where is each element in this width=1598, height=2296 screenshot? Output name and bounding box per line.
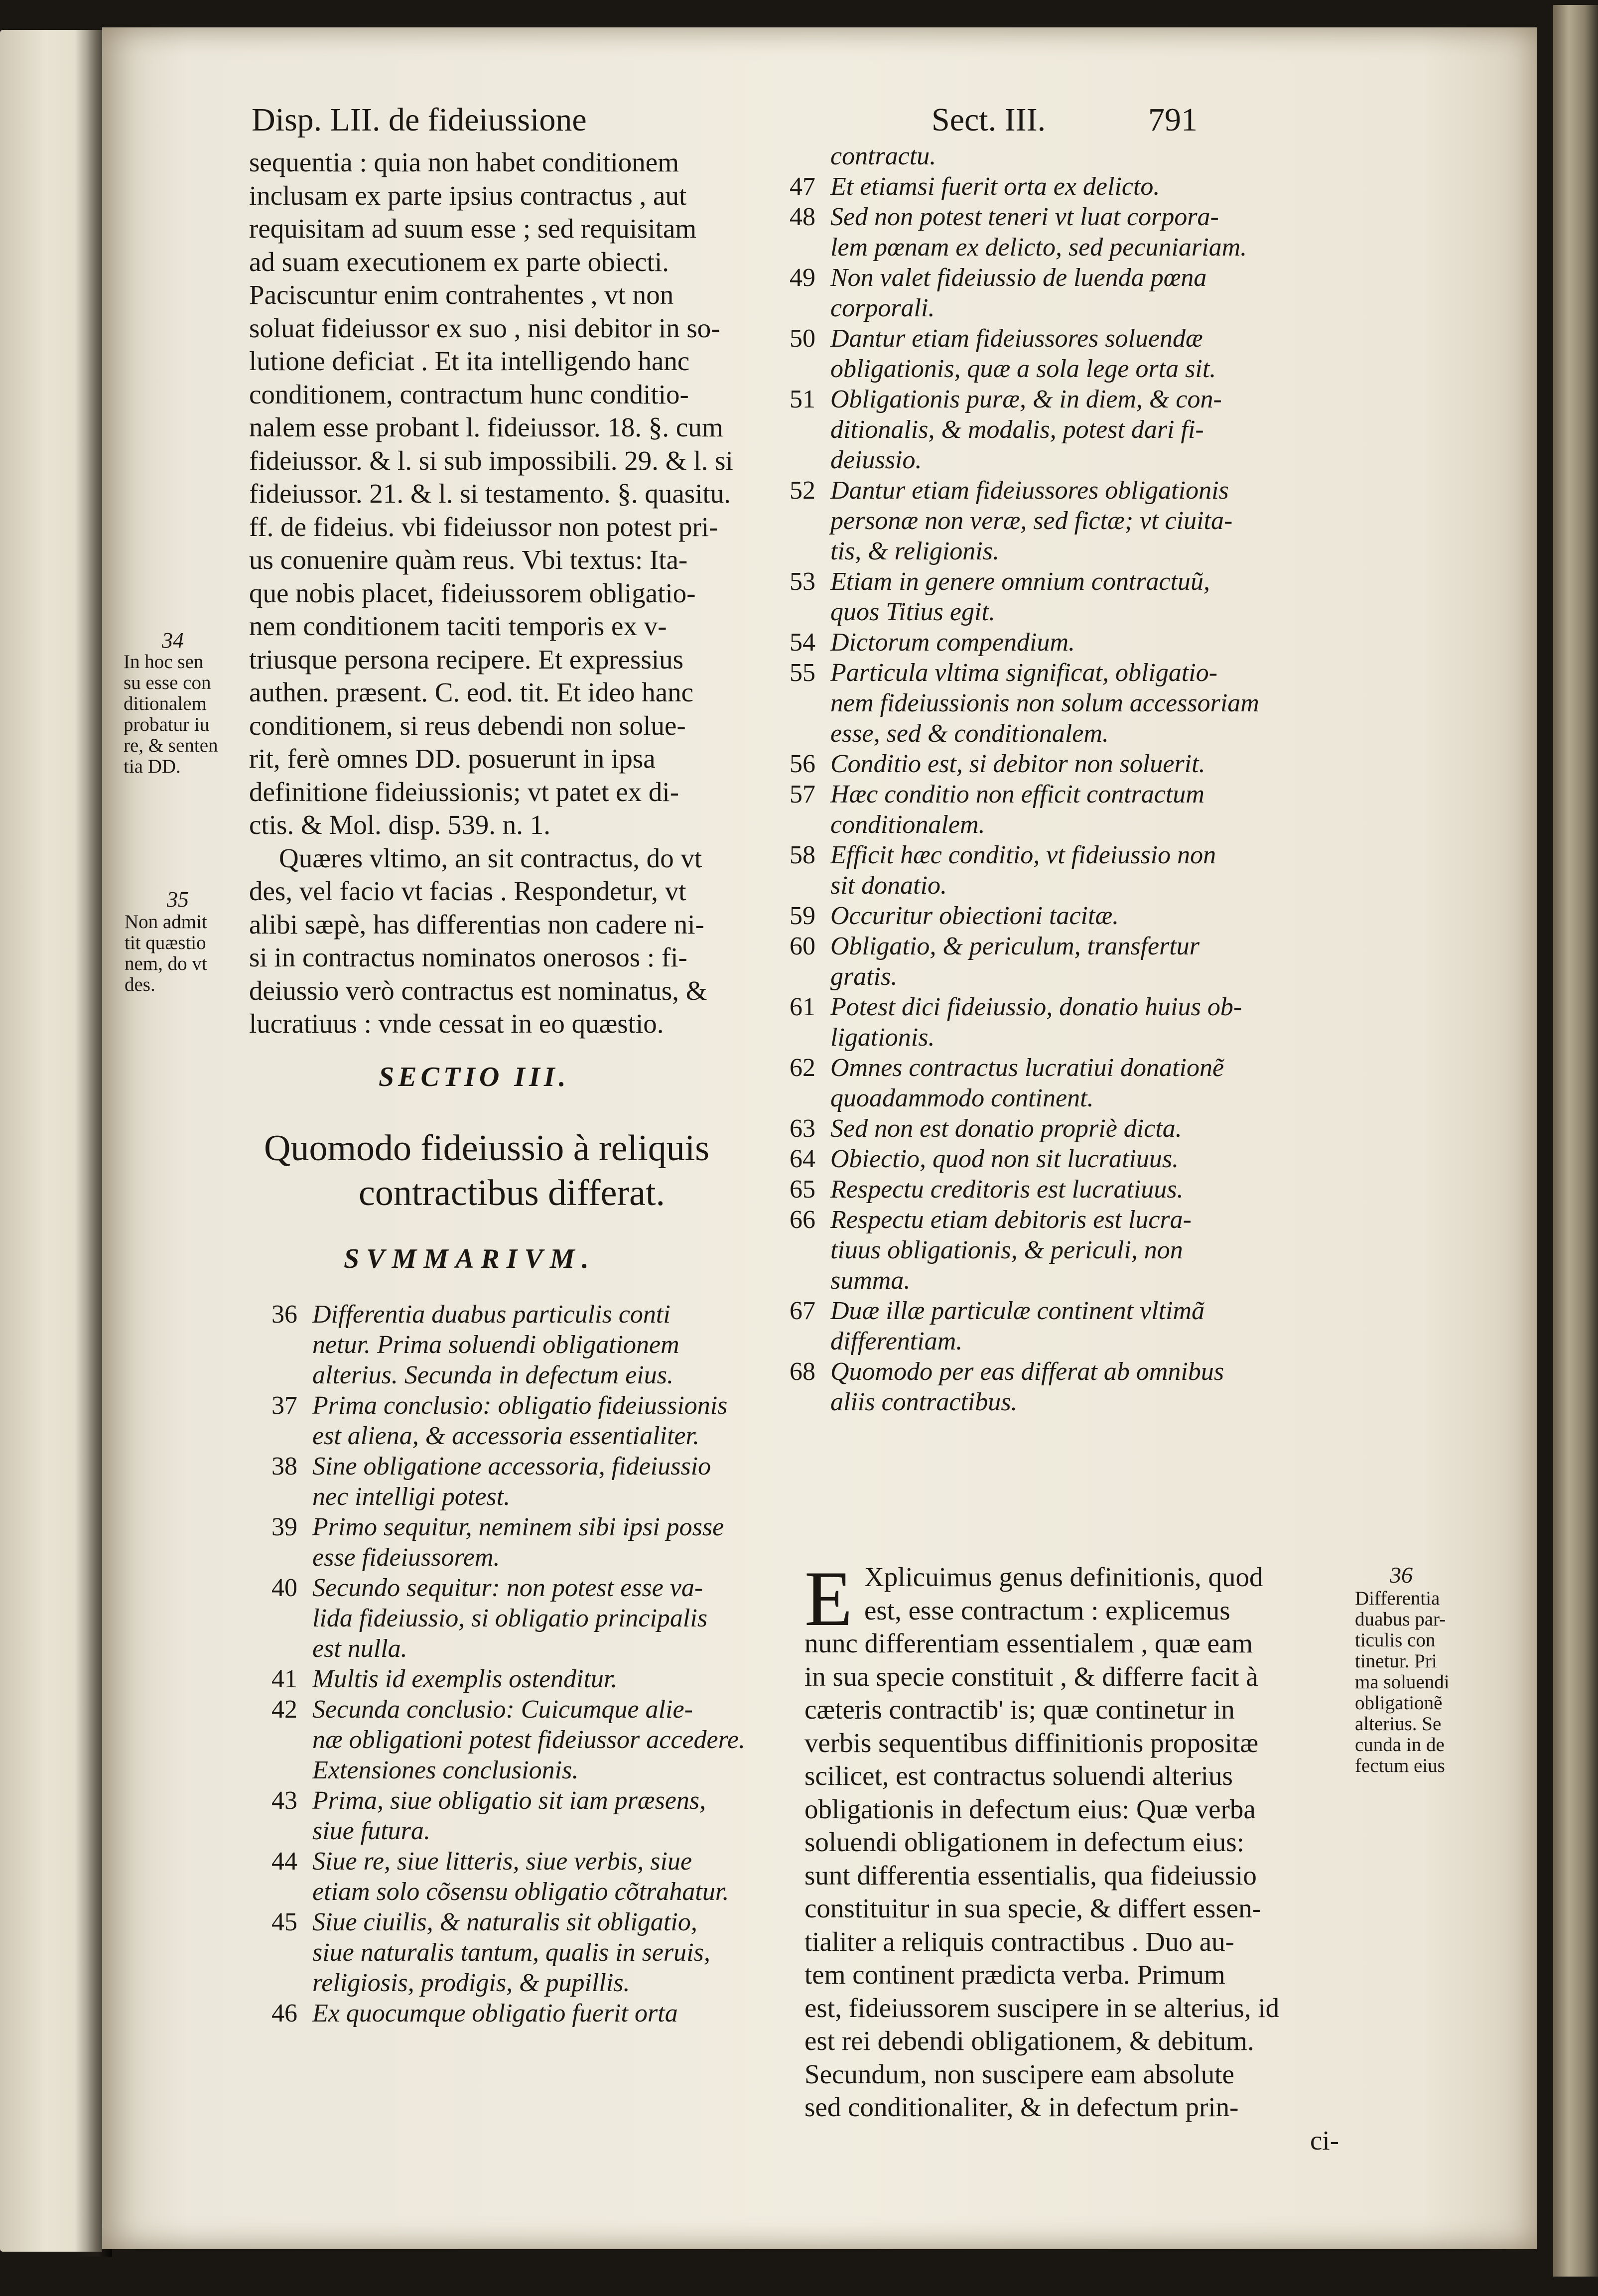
summarium-number: 42 [271, 1695, 297, 1724]
summarium-line: tis, & religionis. [830, 537, 999, 565]
summarium-line: ditionalis, & modalis, potest dari fi- [830, 415, 1204, 444]
summarium-text: Obiectio, quod non sit lucratiuus. [830, 1145, 1179, 1173]
left-column-line: fideiussor. & l. si sub impossibili. 29. & l. si [249, 445, 733, 476]
summarium-number: 55 [790, 659, 815, 687]
body-line: tialiter a reliquis contractibus . Duo au- [804, 1926, 1234, 1957]
summarium-number: 45 [271, 1908, 297, 1936]
summarium-line [790, 1145, 1179, 1174]
summarium-line [790, 932, 1199, 961]
summarium-number: 54 [790, 628, 815, 657]
body-line: Secundum, non suscipere eam absolute [804, 2058, 1234, 2089]
left-column-line: si in contractus nominatos onerosos : fi- [249, 942, 687, 972]
summarium-line [271, 1452, 711, 1481]
summarium-line [790, 841, 1216, 870]
left-column-line: lucratiuus : vnde cessat in eo quæstio. [249, 1008, 664, 1039]
book-page-edges [1553, 5, 1598, 2277]
body-line: in sua specie constituit , & differre facit à [804, 1661, 1258, 1692]
summarium-text: Secundo sequitur: non potest esse va- [312, 1574, 703, 1602]
summarium-text: Conditio est, si debitor non soluerit. [830, 750, 1205, 778]
summarium-number: 48 [790, 203, 815, 231]
summarium-number: 39 [271, 1513, 297, 1541]
summarium-text: Particula vltima significat, obligatio- [830, 659, 1218, 687]
summarium-text: Siue re, siue litteris, siue verbis, siue [312, 1847, 692, 1876]
summarium-line [271, 1908, 697, 1937]
body-line: verbis sequentibus diffinitionis propositæ [804, 1727, 1259, 1758]
left-column-line: des, vel facio vt facias . Respondetur, vt [249, 876, 686, 906]
book-page [102, 27, 1537, 2249]
summarium-line: siue naturalis tantum, qualis in seruis, [312, 1938, 710, 1967]
summarium-line: ligationis. [830, 1023, 935, 1052]
left-column-line: definitione fideiussionis; vt patet ex di- [249, 776, 679, 807]
summarium-number: 40 [271, 1574, 297, 1602]
summarium-number: 49 [790, 264, 815, 292]
summarium-line: tiuus obligationis, & periculi, non [830, 1236, 1183, 1264]
section-title-line-2: contractibus differat. [359, 1173, 666, 1214]
left-column-line: fideiussor. 21. & l. si testamento. §. quasitu. [249, 478, 731, 509]
summarium-number: 59 [790, 902, 815, 930]
summarium-line [790, 1357, 1224, 1386]
summarium-number: 57 [790, 780, 815, 809]
body-line: est, fideiussorem suscipere in se alterius, id [804, 1992, 1280, 2023]
body-line: est rei debendi obligationem, & debitum. [804, 2026, 1254, 2056]
summarium-text: Quomodo per eas differat ab omnibus [830, 1357, 1224, 1386]
summarium-number: 36 [271, 1300, 297, 1329]
left-column-line: ctis. & Mol. disp. 539. n. 1. [249, 810, 551, 840]
summarium-number: 41 [271, 1665, 297, 1693]
summarium-line [790, 902, 1119, 931]
body-line: tem continent prædicta verba. Primum [804, 1959, 1225, 1990]
body-line: scilicet, est contractus soluendi alterius [804, 1760, 1233, 1791]
summarium-text: Siue ciuilis, & naturalis sit obligatio, [312, 1908, 697, 1936]
drop-cap: E [804, 1555, 853, 1642]
summarium-line: etiam solo cõsensu obligatio cõtrahatur. [312, 1878, 729, 1906]
summarium-heading: SVMMARIVM. [344, 1243, 596, 1274]
summarium-line [790, 1054, 1224, 1082]
summarium-number: 50 [790, 324, 815, 353]
summarium-line [790, 993, 1242, 1022]
left-column-line: sequentia : quia non habet conditionem [249, 147, 679, 177]
summarium-text: Etiam in genere omnium contractuũ, [830, 567, 1210, 596]
margin-note-34-number: 34 [162, 628, 184, 653]
left-column-line: nalem esse probant l. fideiussor. 18. §. cum [249, 412, 723, 442]
summarium-text: Occuritur obiectioni tacitæ. [830, 902, 1119, 930]
summarium-text: Sed non potest teneri vt luat corpora- [830, 203, 1219, 231]
summarium-line: netur. Prima soluendi obligationem [312, 1331, 679, 1359]
summarium-line [790, 567, 1210, 596]
summarium-text: Prima, siue obligatio sit iam præsens, [312, 1786, 706, 1815]
summarium-line [790, 1206, 1192, 1234]
summarium-line [790, 203, 1219, 232]
summarium-line: lida fideiussio, si obligatio principalis [312, 1604, 708, 1632]
summarium-number: 68 [790, 1357, 815, 1386]
summarium-line: obligationis, quæ a sola lege orta sit. [830, 355, 1216, 383]
summarium-number: 46 [271, 1999, 297, 2027]
summarium-line: nem fideiussionis non solum accessoriam [830, 689, 1259, 717]
summarium-line [790, 385, 1222, 414]
left-column-line: triusque persona recipere. Et expressius [249, 644, 684, 675]
summarium-number: 58 [790, 841, 815, 869]
summarium-number: 56 [790, 750, 815, 778]
summarium-text: Et etiamsi fuerit orta ex delicto. [830, 172, 1160, 201]
summarium-line [790, 750, 1205, 779]
summarium-text: Sed non est donatio propriè dicta. [830, 1114, 1182, 1143]
summarium-text: Potest dici fideiussio, donatio huius ob- [830, 993, 1242, 1021]
summarium-line: est aliena, & accessoria essentialiter. [312, 1422, 700, 1450]
summarium-text: Obligationis puræ, & in diem, & con- [830, 385, 1222, 413]
body-line: sed conditionaliter, & in defectum prin- [804, 2092, 1239, 2122]
body-line: soluendi obligationem in defectum eius: [804, 1827, 1244, 1857]
summarium-line: sit donatio. [830, 871, 947, 900]
summarium-line: esse, sed & conditionalem. [830, 719, 1109, 748]
left-column-line: que nobis placet, fideiussorem obligatio- [249, 577, 696, 608]
summarium-line: personæ non veræ, sed fictæ; vt ciuita- [830, 507, 1233, 535]
summarium-text: Dictorum compendium. [830, 628, 1075, 657]
summarium-number: 52 [790, 476, 815, 505]
left-column-line: requisitam ad suum esse ; sed requisitam [249, 213, 697, 244]
summarium-line: quos Titius egit. [830, 598, 995, 626]
margin-note-36: Differentia duabus par- ticulis con tinetur. Pri ma soluendi obligationẽ alterius. Se cunda in de fectum eius [1355, 1588, 1450, 1776]
summarium-line [790, 780, 1204, 809]
margin-note-35: Non admit tit quæstio nem, do vt des. [125, 911, 207, 995]
margin-note-35-number: 35 [167, 887, 189, 912]
body-line: Xplicuimus genus definitionis, quod [864, 1562, 1263, 1592]
summarium-line: nec intelligi potest. [312, 1483, 511, 1511]
body-line: est, esse contractum : explicemus [864, 1595, 1230, 1625]
left-column-line: Paciscuntur enim contrahentes , vt non [249, 279, 674, 310]
summarium-line: lem pœnam ex delicto, sed pecuniariam. [830, 233, 1247, 262]
summarium-line: quoadammodo continent. [830, 1084, 1094, 1112]
summarium-number: 67 [790, 1297, 815, 1325]
body-line: cæteris contractib' is; quæ continetur in [804, 1694, 1235, 1725]
running-header-left: Disp. LII. de fideiussione [252, 102, 587, 138]
section-heading: SECTIO III. [379, 1062, 570, 1092]
left-column-line: ff. de fideius. vbi fideiussor non potest pri- [249, 511, 718, 542]
left-column-line: deiussio verò contractus est nominatus, & [249, 975, 707, 1006]
left-column-line: us conuenire quàm reus. Vbi textus: Ita- [249, 544, 688, 575]
summarium-number: 64 [790, 1145, 815, 1173]
summarium-line [790, 172, 1160, 201]
summarium-line [790, 1114, 1182, 1143]
summarium-line [271, 1999, 678, 2028]
summarium-line: religiosis, prodigis, & pupillis. [312, 1969, 630, 1997]
summarium-line: Extensiones conclusionis. [312, 1756, 579, 1784]
summarium-number: 66 [790, 1206, 815, 1234]
summarium-line: deiussio. [830, 446, 922, 474]
summarium-text: Multis id exemplis ostenditur. [312, 1665, 618, 1693]
left-column-line: soluat fideiussor ex suo , nisi debitor in so- [249, 312, 720, 343]
summarium-number: 61 [790, 993, 815, 1021]
left-column-line: lutione deficiat . Et ita intelligendo hanc [249, 346, 690, 376]
left-column-line: authen. præsent. C. eod. tit. Et ideo hanc [249, 677, 694, 707]
left-column-line: conditionem, contractum hunc conditio- [249, 379, 689, 409]
summarium-line: siue futura. [312, 1817, 430, 1845]
page-number: 791 [1148, 102, 1198, 138]
margin-note-36-number: 36 [1390, 1562, 1413, 1588]
body-line: constituitur in sua specie, & differt essen- [804, 1893, 1261, 1923]
section-title-line-1: Quomodo fideiussio à reliquis [264, 1128, 710, 1169]
summarium-number: 38 [271, 1452, 297, 1481]
summarium-number: 47 [790, 172, 815, 201]
summarium-text: Ex quocumque obligatio fuerit orta [312, 1999, 678, 2027]
summarium-line [790, 628, 1075, 657]
body-line: ci- [1310, 2125, 1339, 2156]
summarium-line [790, 324, 1203, 353]
left-column-line: alibi sæpè, has differentias non cadere ni- [249, 909, 704, 940]
summarium-line [271, 1786, 706, 1815]
summarium-line: differentiam. [830, 1327, 963, 1355]
summarium-line [271, 1300, 670, 1329]
summarium-text: Obligatio, & periculum, transfertur [830, 932, 1199, 960]
summarium-text: Dantur etiam fideiussores soluendæ [830, 324, 1203, 353]
summarium-text: Respectu creditoris est lucratiuus. [830, 1175, 1184, 1204]
margin-note-34: In hoc sen su esse con ditionalem probatur iu re, & senten tia DD. [124, 651, 218, 777]
summarium-line [790, 476, 1229, 505]
summarium-text: Primo sequitur, neminem sibi ipsi posse [312, 1513, 724, 1541]
summarium-line: contractu. [830, 142, 936, 170]
summarium-line [271, 1513, 724, 1542]
body-line: obligationis in defectum eius: Quæ verba [804, 1793, 1256, 1824]
running-header-section: Sect. III. [932, 102, 1046, 138]
summarium-line [790, 1175, 1184, 1204]
summarium-line [271, 1847, 692, 1876]
summarium-text: Omnes contractus lucratiui donationẽ [830, 1054, 1224, 1082]
body-line: nunc differentiam essentialem , quæ eam [804, 1628, 1253, 1658]
left-column-line: conditionem, si reus debendi non solue- [249, 710, 686, 741]
summarium-number: 65 [790, 1175, 815, 1204]
summarium-line: alterius. Secunda in defectum eius. [312, 1361, 673, 1389]
summarium-text: Duæ illæ particulæ continent vltimã [830, 1297, 1205, 1325]
summarium-line [790, 264, 1206, 292]
summarium-line: esse fideiussorem. [312, 1543, 500, 1572]
summarium-number: 43 [271, 1786, 297, 1815]
summarium-text: Dantur etiam fideiussores obligationis [830, 476, 1229, 505]
summarium-text: Differentia duabus particulis conti [312, 1300, 670, 1329]
summarium-text: Prima conclusio: obligatio fideiussionis [312, 1391, 728, 1420]
summarium-line: est nulla. [312, 1634, 407, 1663]
summarium-text: Non valet fideiussio de luenda pœna [830, 264, 1207, 292]
summarium-number: 53 [790, 567, 815, 596]
left-column-line: rit, ferè omnes DD. posuerunt in ipsa [249, 743, 656, 774]
summarium-line [271, 1391, 727, 1420]
summarium-text: Secunda conclusio: Cuicumque alie- [312, 1695, 693, 1724]
summarium-line [271, 1665, 617, 1694]
summarium-number: 37 [271, 1391, 297, 1420]
summarium-line: conditionalem. [830, 810, 985, 839]
left-column-line: Quæres vltimo, an sit contractus, do vt [279, 842, 702, 873]
summarium-text: Hæc conditio non efficit contractum [830, 780, 1204, 809]
summarium-number: 51 [790, 385, 815, 413]
summarium-line: summa. [830, 1266, 911, 1295]
summarium-line: aliis contractibus. [830, 1388, 1018, 1416]
summarium-line: corporali. [830, 294, 935, 322]
left-column-line: nem conditionem taciti temporis ex v- [249, 611, 667, 641]
summarium-line [790, 659, 1217, 687]
summarium-line [790, 1297, 1204, 1326]
summarium-line: gratis. [830, 962, 898, 991]
summarium-number: 62 [790, 1054, 815, 1082]
left-column-line: inclusam ex parte ipsius contractus , aut [249, 180, 687, 211]
summarium-text: Sine obligatione accessoria, fideiussio [312, 1452, 711, 1481]
summarium-number: 63 [790, 1114, 815, 1143]
body-line: sunt differentia essentialis, qua fideiussio [804, 1860, 1257, 1891]
summarium-line: næ obligationi potest fideiussor accedere. [312, 1726, 745, 1754]
summarium-text: Respectu etiam debitoris est lucra- [830, 1206, 1192, 1234]
left-column-line: ad suam executionem ex parte obiecti. [249, 246, 669, 277]
summarium-number: 44 [271, 1847, 297, 1876]
summarium-text: Efficit hæc conditio, vt fideiussio non [830, 841, 1216, 869]
summarium-line [271, 1695, 693, 1724]
summarium-number: 60 [790, 932, 815, 960]
summarium-line [271, 1574, 703, 1603]
